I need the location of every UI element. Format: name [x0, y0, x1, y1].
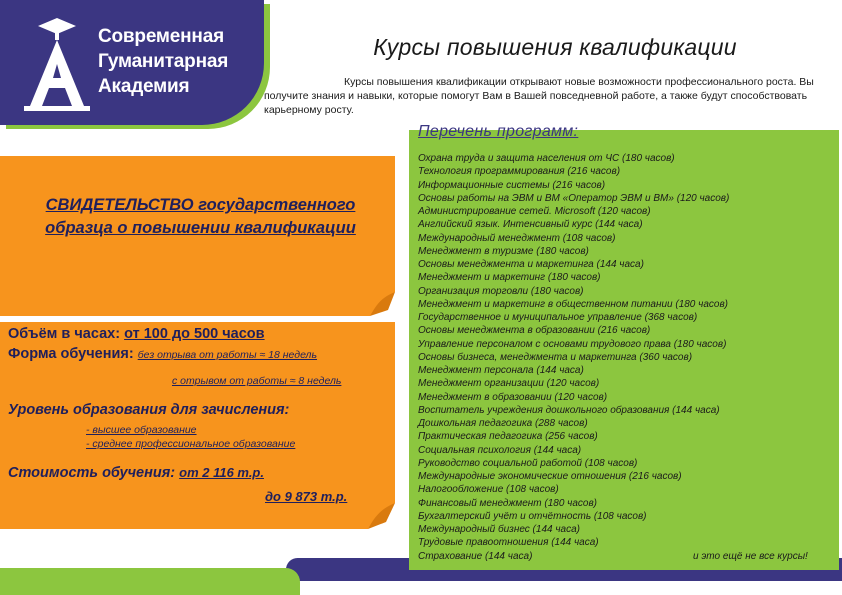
program-item: Страхование (144 часа): [418, 550, 533, 562]
program-item: Основы менеджмента и маркетинга (144 часа): [418, 259, 644, 270]
page-curl-icon: [368, 503, 398, 529]
program-item: Государственное и муниципальное управление (368 часов): [418, 312, 698, 323]
program-item: Практическая педагогика (256 часов): [418, 431, 598, 443]
program-item: Менеджмент персонала (144 часа): [418, 365, 584, 376]
form-label: Форма обучения:: [8, 346, 134, 362]
footer-green-stripe: [0, 568, 300, 595]
hours-label: Объём в часах:: [8, 326, 121, 342]
program-item: Бухгалтерский учёт и отчётность (108 часов): [418, 510, 647, 522]
logo-line-1: Современная: [98, 26, 224, 47]
program-item: Международный менеджмент (108 часов): [418, 232, 616, 244]
hours-value: от 100 до 500 часов: [124, 326, 265, 342]
program-item: Руководство социальной работой (108 часов): [418, 457, 638, 469]
intro-paragraph: Курсы повышения квалификации открывают новые возможности профессионального роста. Вы получите знания и навыки, которые помогут Вам в Вашей повседневной работе, а также будут способствовать карьерному росту.: [264, 76, 814, 116]
program-item: Администрирование сетей. Microsoft (120 часов): [418, 206, 651, 217]
program-item: Трудовые правоотношения (144 часа): [418, 537, 599, 549]
program-item: Дошкольная педагогика (288 часов): [418, 418, 588, 429]
program-item: Менеджмент в образовании (120 часов): [418, 391, 608, 403]
program-item: Социальная психология (144 часа): [418, 444, 582, 456]
cost-label: Стоимость обучения:: [8, 465, 176, 481]
program-item: Охрана труда и защита населения от ЧС (180 часов): [418, 153, 675, 164]
form-value-1: без отрыва от работы ≈ 18 недель: [137, 349, 318, 361]
programs-list: [418, 152, 828, 563]
program-item: Налогообложение (108 часов): [418, 484, 559, 496]
program-item: Финансовый менеджмент (180 часов): [418, 497, 598, 509]
program-item: Менеджмент в туризме (180 часов): [418, 245, 589, 257]
program-item: Информационные системы (216 часов): [418, 179, 606, 191]
program-item: Основы менеджмента в образовании (216 часов): [418, 325, 651, 337]
program-item: Международный бизнес (144 часа): [418, 524, 580, 535]
form-line: [8, 346, 317, 362]
hours-line: [8, 326, 265, 342]
level-item-higher: - высшее образование: [86, 424, 197, 436]
program-item: Основы работы на ЭВМ и ВМ «Оператор ЭВМ и ВМ» (120 часов): [418, 192, 730, 204]
program-item: Воспитатель учреждения дошкольного образования (144 часа): [418, 404, 720, 416]
cost-value-2: до 9 873 т.р.: [265, 489, 348, 504]
logo-line-3: Академия: [98, 76, 190, 97]
logo-line-2: Гуманитарная: [98, 51, 229, 72]
certificate-text: СВИДЕТЕЛЬСТВО государственного образца о повышении квалификации: [45, 196, 356, 237]
program-item: Технология программирования (216 часов): [418, 166, 621, 178]
program-item: Организация торговли (180 часов): [418, 285, 584, 297]
cost-line-2: [265, 489, 347, 505]
cost-value-1: от 2 116 т.р.: [179, 465, 264, 480]
page-curl-icon: [370, 292, 400, 316]
logo-banner: [0, 0, 268, 128]
cost-line: [8, 465, 264, 481]
page-title: Курсы повышения квалификации: [373, 34, 737, 60]
program-item: Управление персоналом с основами трудового права (180 часов): [418, 338, 727, 350]
level-item-secondary: - среднее профессиональное образование: [86, 438, 296, 450]
programs-header: Перечень программ:: [418, 123, 579, 140]
form-value-2: с отрывом от работы ≈ 8 недель: [172, 375, 342, 387]
logo-text: [98, 24, 268, 99]
programs-footer-note: и это ещё не все курсы!: [693, 551, 808, 562]
level-label: Уровень образования для зачисления:: [8, 402, 290, 418]
academy-logo-icon: [22, 14, 92, 114]
program-item: Менеджмент и маркетинг (180 часов): [418, 272, 601, 284]
program-item: Менеджмент организации (120 часов): [418, 378, 600, 390]
program-item: Менеджмент и маркетинг в общественном питании (180 часов): [418, 298, 728, 310]
program-item: Основы бизнеса, менеджмента и маркетинга (360 часов): [418, 351, 693, 363]
program-item: Международные экономические отношения (216 часов): [418, 471, 682, 482]
program-item: Английский язык. Интенсивный курс (144 часа): [418, 219, 643, 231]
form-line-2: [172, 372, 341, 388]
